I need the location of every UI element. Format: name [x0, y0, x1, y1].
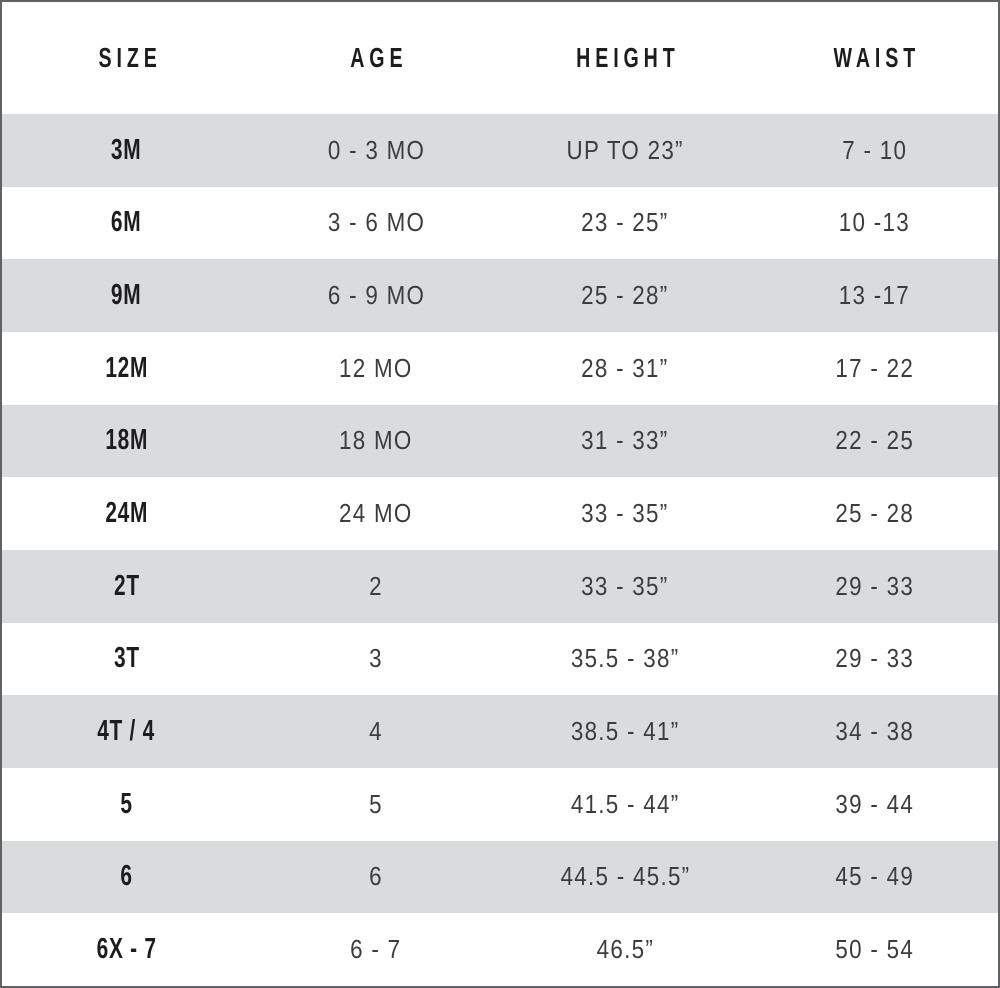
- size-cell: 2T: [113, 569, 140, 602]
- height-cell: 44.5 - 45.5”: [560, 861, 691, 892]
- height-cell: UP TO 23”: [566, 134, 684, 165]
- size-cell: 4T / 4: [97, 715, 156, 748]
- age-cell: 5: [369, 788, 384, 819]
- height-cell: 35.5 - 38”: [570, 643, 680, 674]
- height-cell: 41.5 - 44”: [570, 788, 680, 819]
- height-cell: 25 - 28”: [581, 280, 669, 311]
- waist-cell: 22 - 25: [834, 425, 914, 456]
- size-cell: 6M: [111, 206, 142, 239]
- height-cell: 28 - 31”: [581, 352, 669, 383]
- table-row: [2, 841, 998, 914]
- age-cell: 12 MO: [339, 352, 414, 383]
- size-cell: 6: [120, 860, 133, 893]
- age-cell: 6: [369, 861, 384, 892]
- waist-cell: 39 - 44: [834, 788, 914, 819]
- height-cell: 33 - 35”: [581, 498, 669, 529]
- table-row: [2, 332, 998, 405]
- table-row: [2, 114, 998, 187]
- waist-cell: 29 - 33: [834, 570, 914, 601]
- column-header-size: SIZE: [98, 42, 162, 73]
- table-row: [2, 187, 998, 260]
- table-row: [2, 768, 998, 841]
- table-row: [2, 695, 998, 768]
- waist-cell: 45 - 49: [834, 861, 914, 892]
- height-cell: 46.5”: [596, 934, 654, 965]
- age-cell: 0 - 3 MO: [327, 134, 425, 165]
- height-cell: 23 - 25”: [581, 207, 669, 238]
- column-header-age: AGE: [350, 42, 408, 73]
- height-cell: 31 - 33”: [581, 425, 669, 456]
- table-row: [2, 623, 998, 696]
- age-cell: 6 - 9 MO: [327, 280, 425, 311]
- table-row: [2, 405, 998, 478]
- waist-cell: 50 - 54: [834, 934, 914, 965]
- table-header-row: [2, 2, 998, 114]
- size-cell: 12M: [105, 351, 148, 384]
- age-cell: 24 MO: [339, 498, 414, 529]
- table-row: [2, 259, 998, 332]
- height-cell: 33 - 35”: [581, 570, 669, 601]
- waist-cell: 17 - 22: [834, 352, 914, 383]
- age-cell: 3: [369, 643, 384, 674]
- height-cell: 38.5 - 41”: [570, 716, 680, 747]
- table-row: [2, 550, 998, 623]
- column-header-height: HEIGHT: [576, 42, 680, 73]
- table-row: [2, 913, 998, 986]
- column-header-waist: WAIST: [833, 42, 921, 73]
- size-cell: 24M: [105, 497, 148, 530]
- size-cell: 3T: [113, 642, 140, 675]
- waist-cell: 34 - 38: [834, 716, 914, 747]
- size-cell: 18M: [105, 424, 148, 457]
- waist-cell: 29 - 33: [834, 643, 914, 674]
- size-cell: 3M: [111, 133, 142, 166]
- age-cell: 3 - 6 MO: [327, 207, 425, 238]
- age-cell: 4: [369, 716, 384, 747]
- waist-cell: 7 - 10: [841, 134, 907, 165]
- waist-cell: 25 - 28: [834, 498, 914, 529]
- age-cell: 6 - 7: [350, 934, 402, 965]
- age-cell: 18 MO: [339, 425, 414, 456]
- size-cell: 5: [120, 787, 133, 820]
- table-row: [2, 477, 998, 550]
- size-cell: 9M: [111, 279, 142, 312]
- size-cell: 6X - 7: [96, 933, 157, 966]
- age-cell: 2: [369, 570, 384, 601]
- waist-cell: 13 -17: [838, 280, 910, 311]
- waist-cell: 10 -13: [838, 207, 910, 238]
